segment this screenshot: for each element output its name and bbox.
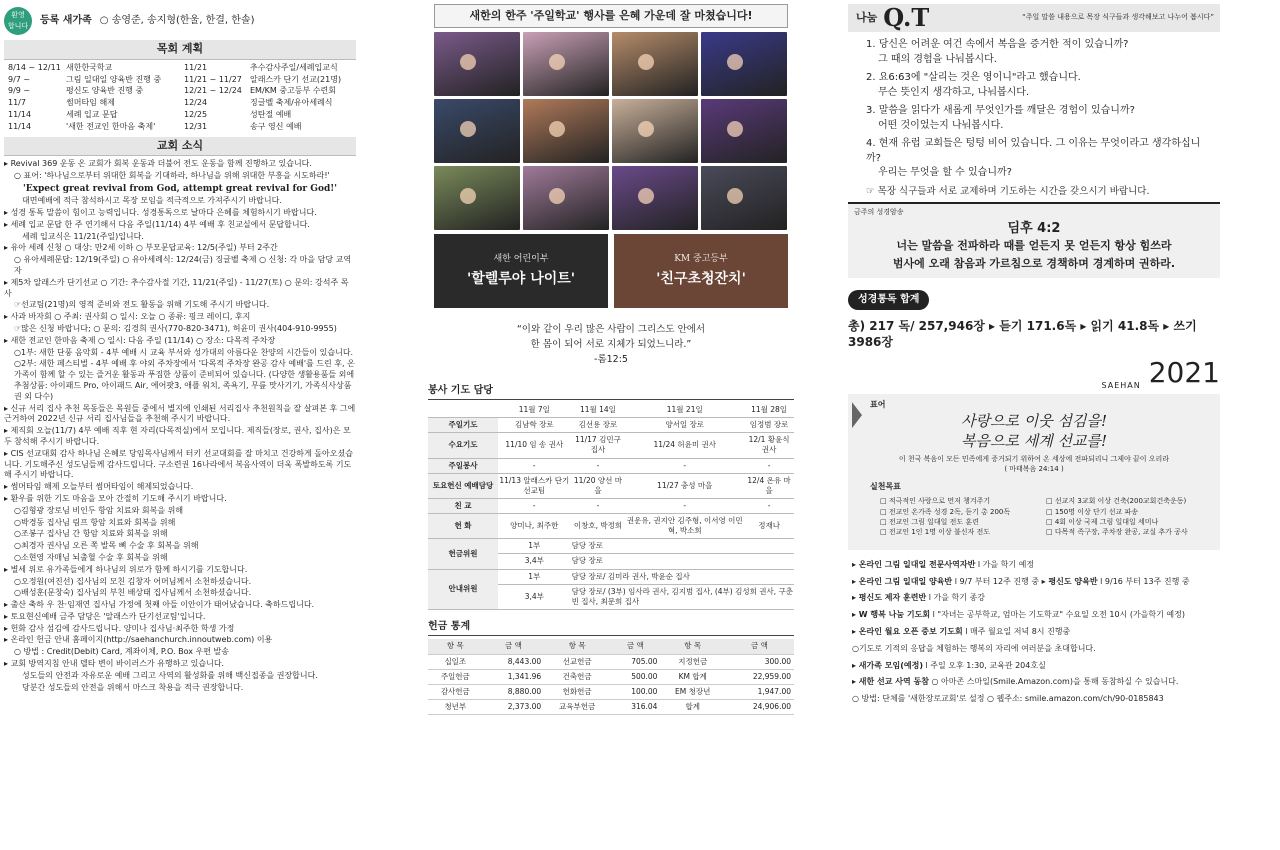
news-item: ▸ 헌화 감사 섬김에 감사드립니다. 양미나 집사님·최주한 학생 가정 (4, 624, 356, 635)
schedule-cell: '새한 전교인 한마음 축제' (66, 121, 156, 131)
event-photo (612, 32, 698, 96)
memory-verse-box (848, 202, 1220, 278)
duty-cell: - (571, 498, 626, 513)
duty-row-label: 주일기도 (428, 418, 498, 433)
duty-cell: 11/10 임 송 권사 (498, 433, 571, 458)
news-item: ▸ 온라인 헌금 안내 홈페이지(http://saehanchurch.innoutweb.com) 이용 (4, 635, 356, 646)
schedule-cell: 12/25 (184, 110, 208, 120)
duty-table (428, 403, 794, 610)
news-item: ▸ 환우를 위한 기도 마음을 모아 간절히 기도해 주시기 바랍니다. (4, 494, 356, 505)
practice-list (880, 497, 1204, 538)
duty-cell: 김남학 장로 (498, 418, 571, 433)
news-item: ▸ 유아 세례 신청 ○ 대상: 만2세 이하 ○ 부모문답교육: 12/5(주일) 부터 2주간 (4, 243, 356, 254)
news-item: ○김형광 장로님 비인두 항암 치료와 회복을 위해 (14, 505, 184, 515)
duty-row (428, 418, 794, 433)
notice-item (852, 577, 1216, 588)
duty-group-label: 헌금위원 (428, 539, 498, 569)
news-item: ▸ Revival 369 운동 온 교회가 회복 운동과 더불어 전도 운동을 함께 진행하고 있습니다. (4, 159, 356, 170)
duty-part: 3,4부 (498, 584, 571, 609)
qt-question (866, 71, 1212, 100)
qt-answer-prompt: 무슨 뜻인지 생각하고, 나눠봅시다. (878, 86, 1030, 98)
offering-amount: 316.04 (610, 699, 660, 714)
notice-text: l "자녀는 공부학교, 엄마는 기도학교" 수요일 오전 10시 (가을학기 예정) (930, 610, 1185, 620)
duty-row (428, 473, 794, 498)
news-item: ○조봉구 집사님 간 항암 치료와 회복을 위해 (14, 529, 168, 539)
duty-part: 1부 (498, 569, 571, 584)
notice-title: ▸ 평신도 양육반 (1041, 576, 1098, 586)
practice-item: □ 다목적 족구장, 주차장 완공, 교실 추가 공사 (1046, 528, 1204, 537)
duty-part: 1부 (498, 539, 571, 554)
schedule-table (4, 63, 356, 133)
event-photo (523, 32, 609, 96)
offering-amount: 705.00 (610, 654, 660, 669)
verse-ref: -롬12:5 (594, 354, 628, 366)
schedule-cell: 그림 일대일 양육반 진행 중 (66, 74, 162, 84)
qt-question-text: 4. 현재 유럽 교회들은 텅텅 비어 있습니다. 그 이유는 무엇이라고 생각하십니까? (866, 138, 1201, 164)
middle-column (428, 0, 794, 715)
duty-cell: 11/27 충성 마을 (625, 473, 744, 498)
offering-amount: 8,880.00 (483, 684, 545, 699)
event-photo (434, 32, 520, 96)
left-column (0, 0, 360, 694)
duty-row-label: 토요헌신 예배담당 (428, 473, 498, 498)
notice-item (852, 627, 1216, 638)
practice-item: □ 4회 이상 국제 그림 일대일 세미나 (1046, 518, 1204, 527)
schedule-cell: 추수감사주일/세례입교식 (250, 62, 338, 72)
offering-amount: 300.00 (725, 654, 794, 669)
schedule-cell: 9/9 ~ (8, 86, 31, 96)
news-list (4, 159, 356, 693)
duty-part-value: 담당 장로/ 김미라 권사, 박윤순 집사 (571, 569, 794, 584)
banner-youth-small: KM 중고등부 (674, 254, 728, 265)
news-item: ▸ 성경 통독 말씀이 힘이고 능력입니다. 성경통독으로 날마다 은혜를 체험하시기 바랍니다. (4, 208, 356, 219)
duty-date: 11월 7일 (498, 403, 571, 418)
memory-line1: 너는 말씀을 전파하라 때를 얻든지 못 얻든지 항상 힘쓰라 (896, 239, 1172, 253)
duty-cell: 11/24 허윤미 권사 (625, 433, 744, 458)
duty-cell: 이창호, 박정희 (571, 514, 626, 539)
duty-cell: 김선용 장로 (571, 418, 626, 433)
duty-part-value: 담당 장로/ (3부) 임사라 권사, 김지범 집사, (4부) 김성희 권사, 구춘빈 집사, 최문희 집사 (571, 584, 794, 609)
duty-part: 3,4부 (498, 554, 571, 569)
practice-item: □ 적극적인 사랑으로 먼저 챙겨주기 (880, 497, 1038, 506)
offering-amount: 8,443.00 (483, 654, 545, 669)
schedule-cell: 12/21 ~ 12/24 (184, 86, 242, 96)
notice-text: l 주일 오후 1:30, 교육관 204호실 (923, 660, 1046, 670)
duty-cell: - (498, 458, 571, 473)
verse-line1: “이와 같이 우리 많은 사람이 그리스도 안에서 (516, 324, 706, 335)
news-item: ▸ 썸머타임 해제 오늘부터 썸머타임이 해제되었습니다. (4, 482, 356, 493)
offering-table (428, 639, 794, 715)
memory-line2: 범사에 오래 참음과 가르침으로 경책하며 경계하며 권하라. (892, 256, 1176, 270)
qt-answer-prompt: 어떤 것이었는지 나눠봅시다. (878, 119, 1004, 131)
offering-item: 합계 (660, 699, 725, 714)
news-item: ○ 방법 : Credit(Debit) Card, 계좌이체, P.O. Box 우편 발송 (14, 647, 229, 657)
offering-item: 감사헌금 (428, 684, 483, 699)
duty-corner (428, 403, 498, 418)
offering-amount: 2,373.00 (483, 699, 545, 714)
offering-header: 금 액 (610, 639, 660, 654)
duty-row-label: 주일봉사 (428, 458, 498, 473)
notice-item (852, 610, 1216, 621)
qt-note: “주일 말씀 내용으로 목장 식구들과 생각해보고 나누어 봅시다” (1022, 13, 1214, 22)
schedule-cell: 알래스카 단기 선교(21명) (250, 74, 342, 84)
qt-question (866, 38, 1212, 67)
duty-cell: 정재나 (744, 514, 794, 539)
schedule-cell: 11/21 (184, 62, 208, 72)
news-item: ○1부: 새한 단풍 음악회 - 4부 예배 시 교육 부서와 성가대의 아름다운 찬양의 시간들이 있습니다. (14, 347, 354, 357)
practice-item: □ 선교지 3교회 이상 건축(200교회건축운동) (1046, 497, 1204, 506)
offering-item: 지정헌금 (660, 654, 725, 669)
photos-header: 새한의 한주 '주일학교' 행사를 은혜 가운데 잘 마쳤습니다! (434, 4, 788, 28)
offering-amount: 1,947.00 (725, 684, 794, 699)
schedule-title: 목회 계획 (4, 40, 356, 60)
duty-part-value: 담당 장로 (571, 539, 794, 554)
offering-item: EM 청장년 (660, 684, 725, 699)
motto-label: 표어 (870, 400, 886, 410)
news-item: ○최경자 권사님 오른 쪽 발목 뼈 수술 후 회복을 위해 (14, 541, 199, 551)
duty-cell: - (498, 498, 571, 513)
notice-title: ▸ 온라인 그림 일대일 양육반 (852, 576, 953, 586)
news-item: ▸ 출산 축하 우 찬·임재연 집사님 가정에 첫째 아들 이안이가 태어났습니다. 축하드립니다. (4, 600, 356, 611)
news-item: ▸ 제5차 알래스카 단기선교 ○ 기간: 추수감사절 기간, 11/21(주일) - 11/27(토) ○ 문의: 강석주 목사 (4, 278, 356, 300)
news-item: 성도들의 안전과 자유로운 예배 그리고 사역의 활성화를 위해 백신접종을 권장합니다. (22, 670, 318, 680)
schedule-cell: 평신도 양육반 진행 중 (66, 86, 144, 96)
duty-row (428, 433, 794, 458)
notice-text: ○ 아마존 스마일(Smile.Amazon.com)을 통해 동참하실 수 있습니다. (928, 677, 1179, 687)
notice-text: l 매주 월요일 저녁 8시 진행중 (962, 627, 1071, 637)
news-item: ○소현영 자매님 뇌출혈 수술 후 회복을 위해 (14, 552, 168, 562)
schedule-cell: 징글벨 축제/유아세례식 (250, 98, 333, 108)
event-photo (701, 99, 787, 163)
memory-ref: 딤후 4:2 (1007, 220, 1061, 236)
duty-cell: 임정범 장로 (744, 418, 794, 433)
offering-item: 주일헌금 (428, 669, 483, 684)
news-item: ○ 유아세례문답: 12/19(주일) ○ 유아세례식: 12/24(금) 징글벨 축제 ○ 신청: 각 마을 담당 교역자 (14, 255, 352, 275)
practice-item: □ 전교인 온가족 성경 2독, 듣기 총 200독 (880, 508, 1038, 517)
event-photo (434, 166, 520, 230)
duty-title: 봉사 기도 담당 (428, 384, 794, 401)
offering-header: 항 목 (660, 639, 725, 654)
qt-question (866, 104, 1212, 133)
duty-row (428, 458, 794, 473)
notice-title: ▸ W 행복 나눔 기도회 (852, 610, 931, 620)
duty-cell: 12/4 온유 마을 (744, 473, 794, 498)
news-item: ▸ 별세 위로 유가족들에게 하나님의 위로가 함께 하시기를 기도합니다. (4, 565, 356, 576)
offering-item: 선교헌금 (544, 654, 610, 669)
banner-children-big: '할렐루야 나이트' (466, 270, 576, 287)
notice-text: l 가을 학기 종강 (926, 593, 985, 603)
qt-big: Q.T (883, 2, 930, 32)
notice-item (852, 677, 1216, 688)
qt-questions (848, 32, 1220, 181)
schedule-cell: 송구 영신 예배 (250, 121, 302, 131)
news-item: ☞많은 신청 바랍니다; ○ 문의: 김경희 권사(770-820-3471), 허윤미 권사(404-910-9955) (14, 323, 337, 333)
verse-block (428, 322, 794, 368)
news-item: ○배성훈(문창숙) 집사님의 부친 배상태 집사님께서 소천하셨습니다. (14, 588, 252, 598)
news-item: ▸ 사과 바자회 ○ 주최: 권사회 ○ 일시: 오늘 ○ 종류: 핑크 레이디, 후지 (4, 312, 356, 323)
duty-row-label: 수요기도 (428, 433, 498, 458)
schedule-cell: 9/7 ~ (8, 74, 31, 84)
news-item: ▸ 세례 입교 문답 한 주 연기해서 다음 주일(11/14) 4부 예배 후 친교실에서 문답합니다. (4, 220, 356, 231)
schedule-cell: 8/14 ~ 12/11 (8, 62, 61, 72)
news-title: 교회 소식 (4, 137, 356, 157)
schedule-cell: 세례 입교 문답 (66, 110, 118, 120)
news-item: ○2부: 새한 페스티벌 - 4부 예배 후 야외 주차장에서 '다목적 주차장 완공 감사 예배'를 드린 후, 온 가족이 함께 할 수 있는 즐거운 활동과 푸짐한 상품이 준비되어 있습니다. (다양한 생활용품들 외에 추첨상품: 아이패드 Pro, 아이패드 Air, 에어팟3, 애플 워치, 족욕기, 무릎 맛사기기, 가족식사상품권 외 다수) (14, 359, 355, 401)
duty-group-label: 안내위원 (428, 569, 498, 609)
news-item: ○ 표어: '하나님으로부터 위대한 회복을 기대하라, 하나님을 위해 위대한 부흥을 시도하라!' (14, 171, 330, 181)
duty-cell: 11/20 양선 마을 (571, 473, 626, 498)
qt-label: 나눔 (856, 10, 878, 24)
banner-youth (614, 234, 788, 308)
schedule-cell: 11/21 ~ 11/27 (184, 74, 242, 84)
duty-date: 11월 21일 (625, 403, 744, 418)
reading-stats: 총) 217 독/ 257,946장 ▸ 듣기 171.6독 ▸ 읽기 41.8독 ▸ 쓰기 3986장 (848, 318, 1197, 350)
schedule-cell: EM/KM 중고등부 수련회 (250, 86, 336, 96)
news-item: ▸ 신규 서리 집사 추천 목동들은 목원들 중에서 별지에 인쇄된 서리집사 추천원칙을 잘 살펴본 후 그에 근거하여 2022년 신규 서리 집사님들을 추천해 주시기 바랍니다. (4, 404, 356, 426)
qt-question-text: 1. 당신은 어려운 여건 속에서 복음을 증거한 적이 있습니까? (866, 39, 1129, 50)
news-item: 'Expect great revival from God, attempt great revival for God!' (23, 184, 337, 195)
event-photo (523, 99, 609, 163)
notice-item (852, 560, 1216, 571)
offering-amount: 100.00 (610, 684, 660, 699)
news-item: 대면예배에 적극 참석하시고 목장 모임을 적극적으로 가져주시기 바랍니다. (22, 196, 282, 206)
notice-item (852, 593, 1216, 604)
year-row (848, 354, 1220, 392)
motto-line2: 복음으로 세계 선교를! (961, 432, 1107, 451)
qt-question-text: 3. 말씀을 읽다가 새롭게 무엇인가를 깨달은 경험이 있습니까? (866, 105, 1135, 116)
welcome-label: 등록 새가족 (40, 15, 92, 27)
memory-label: 금주의 성경암송 (854, 208, 904, 217)
schedule-cell: 12/24 (184, 98, 208, 108)
qt-question (866, 137, 1212, 181)
news-item: 세례 입교식은 11/21(주일)입니다. (22, 231, 144, 241)
offering-item: KM 합계 (660, 669, 725, 684)
duty-date: 11월 28일 (744, 403, 794, 418)
schedule-cell: 썸머타임 해제 (66, 98, 115, 108)
banner-children (434, 234, 608, 308)
notice-title: ▸ 새가족 모임(예정) (852, 660, 923, 670)
offering-amount: 500.00 (610, 669, 660, 684)
schedule-cell: 12/31 (184, 121, 208, 131)
duty-cell: 양미나, 최주한 (498, 514, 571, 539)
offering-amount: 1,341.96 (483, 669, 545, 684)
offering-header: 금 액 (725, 639, 794, 654)
notice-text: l 가을 학기 예정 (975, 559, 1035, 569)
news-item: ▸ CIS 선교대회 감사 하나님 은혜로 당임목사님께서 터키 선교대회를 잘 마치고 건강하게 돌아오셨습니다. 기도해주신 성도님들께 감사드립니다. 구소련권 16나라에서 복음사역이 더욱 폭발하도록 기도해 주시기 바랍니다. (4, 449, 356, 481)
schedule-cell: 11/14 (8, 121, 32, 131)
event-photo (523, 166, 609, 230)
news-item: ☞선교팀(21명)의 영적 준비와 전도 활동을 위해 기도해 주시기 바랍니다. (14, 300, 270, 310)
duty-cell: 12/1 황윤식 권사 (744, 433, 794, 458)
offering-title: 헌금 통계 (428, 620, 794, 637)
welcome-names: ○ 송영준, 송지형(한울, 한결, 한솔) (99, 15, 255, 27)
motto-box (848, 394, 1220, 550)
offering-item: 십일조 (428, 654, 483, 669)
notice-title: ▸ 온라인 월요 오픈 중보 기도회 (852, 627, 963, 637)
practice-label: 실천목표 (870, 482, 901, 492)
practice-item: □ 150명 이상 단기 선교 파송 (1046, 508, 1204, 517)
duty-row (428, 498, 794, 513)
duty-cell: - (744, 498, 794, 513)
news-item: ○오정원(여진선) 집사님의 모친 김창자 어머님께서 소천하셨습니다. (14, 576, 252, 586)
banner-youth-big: '친구초청잔치' (656, 270, 746, 287)
news-item: ▸ 새한 전교인 한마음 축제 ○ 일시: 다음 주일 (11/14) ○ 장소: 다목적 주차장 (4, 336, 356, 347)
notice-title: ▸ 새한 선교 사역 동참 (852, 677, 929, 687)
notice-item (852, 644, 1216, 655)
notice-text: ○기도로 기적의 응답을 체험하는 행복의 자리에 여러분을 초대합니다. (852, 643, 1096, 653)
schedule-cell: 11/7 (8, 98, 26, 108)
duty-row-label: 헌 화 (428, 514, 498, 539)
offering-item: 건축헌금 (544, 669, 610, 684)
offering-item: 교육부헌금 (544, 699, 610, 714)
event-banners (434, 234, 788, 308)
news-item: ▸ 교회 방역지침 안내 델타 변이 바이러스가 유행하고 있습니다. (4, 659, 356, 670)
duty-cell: 11/17 김민구 집사 (571, 433, 626, 458)
event-photo (612, 166, 698, 230)
qt-question-text: 2. 요6:63에 "살리는 것은 영이니"라고 했습니다. (866, 72, 1081, 83)
event-photo (701, 32, 787, 96)
event-photo (701, 166, 787, 230)
offering-item: 헌화헌금 (544, 684, 610, 699)
banner-children-small: 새한 어린이부 (493, 254, 549, 265)
notice-item (852, 694, 1216, 705)
church-name-small: SAEHAN (1101, 381, 1141, 391)
offering-header: 금 액 (483, 639, 545, 654)
news-item: ○박경동 집사님 림프 항암 치료와 회복을 위해 (14, 517, 176, 527)
schedule-cell: 성탄절 예배 (250, 110, 292, 120)
notice-text: l 9/7 부터 12주 진행 중 (952, 576, 1042, 586)
practice-item: □ 전교인 1인 1명 이상 불신자 전도 (880, 528, 1038, 537)
motto-line1: 사랑으로 이웃 섬김을! (961, 411, 1107, 430)
duty-cell: - (625, 458, 744, 473)
duty-cell: 11/13 알래스카 단기선교팀 (498, 473, 571, 498)
duty-cell: 양서일 장로 (625, 418, 744, 433)
event-photo (612, 99, 698, 163)
motto-verse: 이 천국 복음이 모든 민족에게 증거되기 위하여 온 세상에 전파되리니 그제야 끝이 오리라 (898, 455, 1170, 464)
schedule-cell: 새한한국학교 (66, 62, 113, 72)
news-item: 당분간 성도들의 안전을 위해서 마스크 착용을 적극 권장합니다. (22, 682, 244, 692)
event-photo (434, 99, 520, 163)
notice-text: ○ 방법: 단체를 '새한장로교회'로 설정 ○ 웹주소: smile.amazon.com/ch/90-0185843 (852, 694, 1164, 704)
notice-title: ▸ 평신도 제자 훈련반 (852, 593, 927, 603)
welcome-badge (4, 7, 32, 35)
duty-cell: - (625, 498, 744, 513)
news-item: ▸ 토요현신예배 금주 담당은 '알래스카 단기선교팀'입니다. (4, 612, 356, 623)
photo-grid (434, 32, 788, 230)
reading-badge: 성경통독 합계 (848, 290, 929, 310)
offering-header: 항 목 (428, 639, 483, 654)
welcome-row (4, 6, 356, 36)
right-column (848, 0, 1220, 715)
year-label: 2021 (1148, 356, 1220, 390)
verse-line2: 한 몸이 되어 서로 지체가 되었느니라.” (530, 339, 692, 351)
qt-header (848, 4, 1220, 32)
news-item: ▸ 제직회 오늘(11/7) 4부 예배 직후 현 자리(다목적실)에서 모입니다. 제직들(장로, 권사, 집사)은 모두 참석해 주시기 바랍니다. (4, 426, 356, 448)
duty-row (428, 514, 794, 539)
qt-answer-prompt: 우리는 무엇을 할 수 있습니까? (878, 167, 1012, 178)
welcome-badge-bottom: 합니다 (7, 22, 29, 30)
notice-text: l 9/16 부터 13주 진행 중 (1097, 576, 1190, 586)
motto-verse-ref: ( 마태복음 24:14 ) (1004, 464, 1064, 473)
offering-amount: 24,906.00 (725, 699, 794, 714)
notice-title: ▸ 온라인 그림 일대일 전문사역자반 (852, 559, 976, 569)
practice-item: □ 전교인 그림 일대일 전도 훈련 (880, 518, 1038, 527)
schedule-cell: 11/14 (8, 110, 32, 120)
duty-row-label: 친 교 (428, 498, 498, 513)
duty-part-value: 담당 장로 (571, 554, 794, 569)
notice-list (848, 550, 1220, 715)
welcome-badge-top: 환영 (11, 11, 25, 19)
notice-item (852, 661, 1216, 672)
qt-closing: ☞ 목장 식구들과 서로 교제하며 기도하는 시간을 갖으시기 바랍니다. (866, 185, 1150, 197)
duty-cell: 권운유, 권지안 김주형, 이서영 이민혁, 박소희 (625, 514, 744, 539)
offering-amount: 22,959.00 (725, 669, 794, 684)
duty-cell: - (571, 458, 626, 473)
duty-cell: - (744, 458, 794, 473)
offering-item: 청년부 (428, 699, 483, 714)
duty-date: 11월 14일 (571, 403, 626, 418)
offering-header: 항 목 (544, 639, 610, 654)
qt-answer-prompt: 그 때의 경험을 나눠봅시다. (878, 53, 997, 65)
